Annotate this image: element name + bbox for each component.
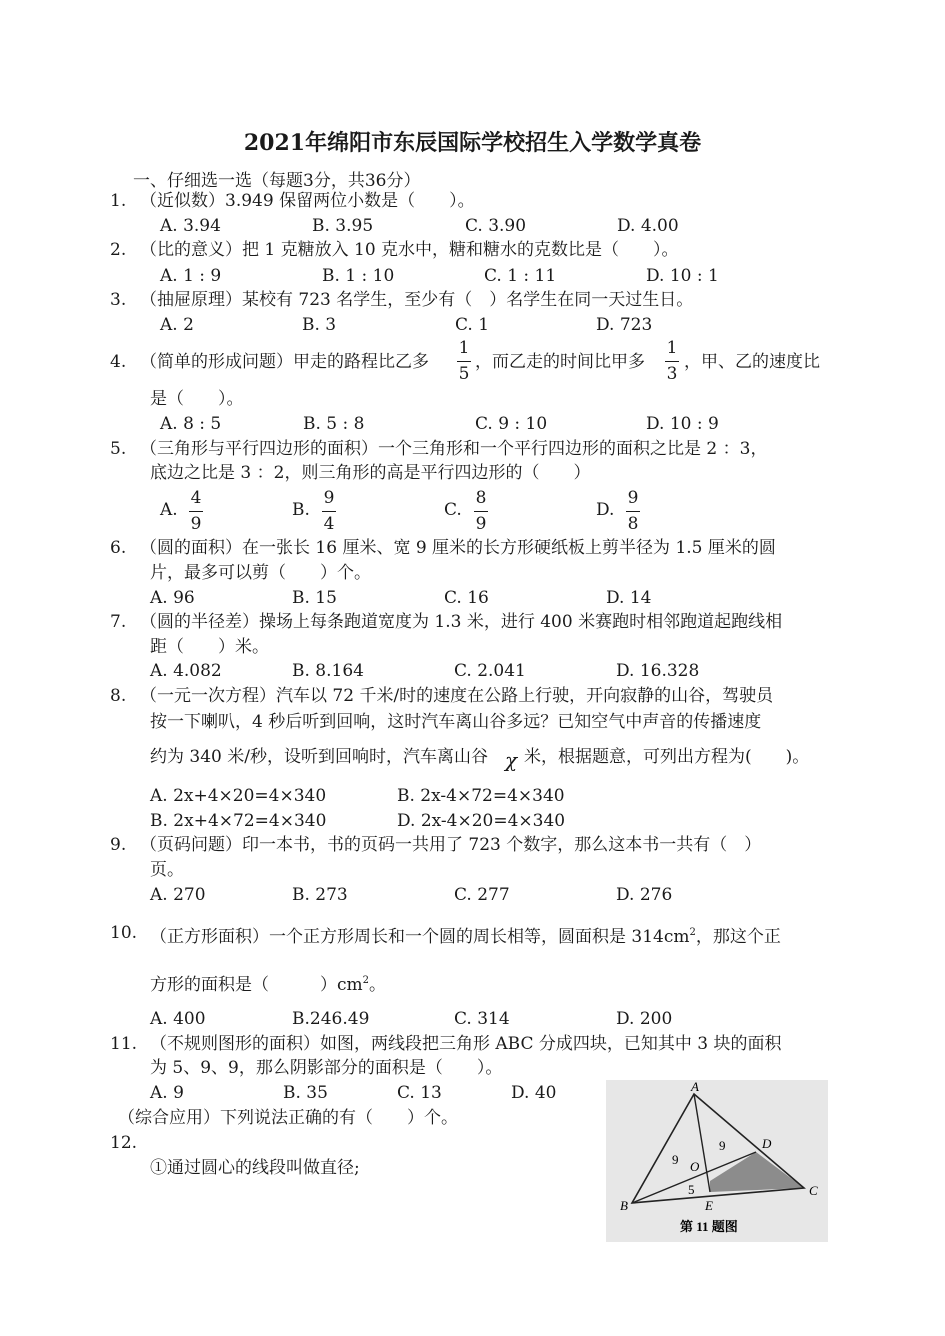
q4-option-c: C. 9 : 10	[475, 414, 548, 434]
denominator: 8	[627, 514, 639, 534]
q4-text-b: ，而乙走的时间比甲多	[475, 352, 645, 372]
q2-option-d: D. 10 : 1	[646, 266, 719, 286]
segment-ae	[694, 1094, 710, 1192]
numerator: 9	[323, 488, 335, 508]
q8-line3-b: 米，根据题意，可列出方程为( )。	[524, 747, 810, 767]
q11-option-a: A. 9	[150, 1083, 184, 1103]
q10-line2-text: 方形的面积是（ ）cm	[150, 975, 363, 995]
q6-line1: （圆的面积）在一张长 16 厘米、宽 9 厘米的长方形硬纸板上剪半径为 1.5 厘米的圆	[140, 538, 776, 558]
denominator: 4	[323, 514, 335, 534]
q4-option-a: A. 8 : 5	[160, 414, 222, 434]
q5-option-b-fraction	[322, 488, 336, 534]
label-o: O	[690, 1159, 700, 1174]
q11-option-d: D. 40	[511, 1083, 557, 1103]
q11-option-c: C. 13	[397, 1083, 442, 1103]
q11-figure	[606, 1080, 828, 1242]
area-left: 9	[672, 1152, 679, 1167]
q9-option-a: A. 270	[150, 885, 206, 905]
numerator: 8	[475, 488, 487, 508]
q8-line1: （一元一次方程）汽车以 72 千米/时的速度在公路上行驶，开向寂静的山谷，驾驶员	[140, 686, 774, 706]
q5-line2: 底边之比是 3 ：2，则三角形的高是平行四边形的（ ）	[150, 463, 591, 483]
q10-option-b: B.246.49	[292, 1009, 370, 1029]
q2-option-a: A. 1 : 9	[160, 266, 222, 286]
q6-line2: 片，最多可以剪（ ）个。	[150, 563, 371, 583]
q6-option-a: A. 96	[150, 588, 195, 608]
q10-line1-text: （正方形面积）一个正方形周长和一个圆的周长相等，圆面积是 314cm	[150, 927, 690, 947]
fraction-bar	[322, 511, 336, 512]
q9-line1: （页码问题）印一本书，书的页码一共用了 723 个数字，那么这本书一共有（ ）	[140, 835, 762, 855]
q9-number: 9.	[110, 835, 127, 855]
page-title: 2021年绵阳市东辰国际学校招生入学数学真卷	[243, 130, 702, 156]
q10-number: 10.	[110, 923, 138, 943]
section-heading: 一、仔细选一选（每题3分，共36分）	[133, 171, 421, 191]
q6-option-c: C. 16	[444, 588, 489, 608]
fraction-bar	[626, 511, 640, 512]
q9-option-b: B. 273	[292, 885, 348, 905]
q4-fraction-2-denominator: 3	[666, 364, 678, 384]
q4-fraction-1-denominator: 5	[458, 364, 470, 384]
label-a: A	[691, 1080, 699, 1094]
q8-option-a: A. 2x+4×20=4×340	[150, 786, 327, 806]
q12-line1: （综合应用）下列说法正确的有（ ）个。	[118, 1108, 458, 1128]
q7-option-a: A. 4.082	[150, 661, 222, 681]
q4-text-c: ，甲、乙的速度比	[684, 352, 820, 372]
q2-number: 2.	[110, 240, 127, 260]
q11-option-b: B. 35	[283, 1083, 328, 1103]
q7-option-c: C. 2.041	[454, 661, 526, 681]
q1-option-b: B. 3.95	[312, 216, 374, 236]
q10-line1-tail: ，那这个正	[695, 927, 781, 947]
q5-option-d-fraction	[626, 488, 640, 534]
q12-number: 12.	[110, 1133, 138, 1153]
q3-text: （抽屉原理）某校有 723 名学生，至少有（ ）名学生在同一天过生日。	[140, 290, 694, 310]
q5-line1: （三角形与平行四边形的面积）一个三角形和一个平行四边形的面积之比是 2 ：3，	[140, 439, 768, 459]
label-e: E	[705, 1198, 713, 1213]
q5-option-a-label: A.	[160, 500, 178, 520]
q7-option-b: B. 8.164	[292, 661, 364, 681]
q4-line2: 是（ ）。	[150, 389, 244, 409]
denominator: 9	[475, 514, 487, 534]
fraction-bar	[457, 361, 471, 362]
q1-option-c: C. 3.90	[465, 216, 527, 236]
q8-number: 8.	[110, 686, 127, 706]
q4-text-a: （简单的形成问题）甲走的路程比乙多	[140, 352, 429, 372]
q4-fraction-1	[457, 338, 471, 384]
q4-option-b: B. 5 : 8	[303, 414, 365, 434]
q2-option-b: B. 1 : 10	[322, 266, 395, 286]
q9-option-c: C. 277	[454, 885, 510, 905]
q9-option-d: D. 276	[616, 885, 673, 905]
q10-option-d: D. 200	[616, 1009, 673, 1029]
numerator: 9	[627, 488, 639, 508]
q3-option-d: D. 723	[596, 315, 653, 335]
q11-line1: （不规则图形的面积）如图，两线段把三角形 ABC 分成四块，已知其中 3 块的面积	[150, 1034, 782, 1054]
q11-line2: 为 5、9、9，那么阴影部分的面积是（ ）。	[150, 1058, 503, 1078]
q3-option-b: B. 3	[302, 315, 337, 335]
fraction-bar	[665, 361, 679, 362]
q1-text: （近似数）3.949 保留两位小数是（ ）。	[140, 191, 475, 211]
q7-option-d: D. 16.328	[616, 661, 700, 681]
q8-option-c: B. 2x+4×72=4×340	[150, 811, 327, 831]
q5-option-c-label: C.	[444, 500, 462, 520]
q7-line2: 距（ ）米。	[150, 637, 269, 657]
q3-option-a: A. 2	[160, 315, 194, 335]
q8-line2: 按一下喇叭，4 秒后听到回响，这时汽车离山谷多远？已知空气中声音的传播速度	[150, 712, 762, 732]
fraction-bar	[474, 511, 488, 512]
q8-option-b: B. 2x-4×72=4×340	[397, 786, 565, 806]
area-top: 9	[719, 1138, 726, 1153]
q4-fraction-2	[665, 338, 679, 384]
q5-option-a-fraction	[189, 488, 203, 534]
q10-superscript-2: 2	[362, 975, 370, 986]
label-b: B	[620, 1198, 628, 1213]
q10-line2	[150, 970, 386, 996]
q1-option-d: D. 4.00	[617, 216, 679, 236]
area-bottom: 5	[688, 1182, 695, 1197]
q5-option-d-label: D.	[596, 500, 615, 520]
q1-number: 1.	[110, 191, 127, 211]
q6-number: 6.	[110, 538, 127, 558]
denominator: 9	[190, 514, 202, 534]
q10-option-c: C. 314	[454, 1009, 510, 1029]
q10-option-a: A. 400	[150, 1009, 206, 1029]
q8-variable: χ	[505, 748, 518, 772]
q4-number: 4.	[110, 352, 127, 372]
q10-line2-tail: 。	[369, 975, 387, 995]
q10-superscript: 2	[689, 927, 696, 938]
q4-option-d: D. 10 : 9	[646, 414, 719, 434]
q5-option-c-fraction	[474, 488, 488, 534]
q2-text: （比的意义）把 1 克糖放入 10 克水中，糖和糖水的克数比是（ ）。	[140, 240, 679, 260]
q9-line2: 页。	[150, 860, 184, 880]
numerator: 4	[190, 488, 202, 508]
q1-option-a: A. 3.94	[160, 216, 221, 236]
triangle-diagram	[606, 1080, 828, 1242]
q10-line1	[150, 922, 781, 948]
q6-option-b: B. 15	[292, 588, 337, 608]
q4-fraction-2-numerator: 1	[666, 338, 678, 358]
q7-line1: （圆的半径差）操场上每条跑道宽度为 1.3 米，进行 400 米赛跑时相邻跑道起跑线相	[140, 612, 783, 632]
q4-fraction-1-numerator: 1	[458, 338, 470, 358]
label-c: C	[809, 1183, 818, 1198]
q12-item-1: ①通过圆心的线段叫做直径;	[150, 1158, 360, 1178]
q5-option-b-label: B.	[292, 500, 310, 520]
q6-option-d: D. 14	[606, 588, 652, 608]
q2-option-c: C. 1 : 11	[484, 266, 557, 286]
q7-number: 7.	[110, 612, 127, 632]
shaded-region	[710, 1152, 804, 1192]
figure-caption: 第 11 题图	[680, 1219, 738, 1234]
q8-option-d: D. 2x-4×20=4×340	[397, 811, 566, 831]
q3-option-c: C. 1	[455, 315, 490, 335]
fraction-bar	[189, 511, 203, 512]
q3-number: 3.	[110, 290, 127, 310]
q5-number: 5.	[110, 439, 127, 459]
q8-line3-a: 约为 340 米/秒，设听到回响时，汽车离山谷	[150, 747, 488, 767]
label-d: D	[762, 1136, 772, 1151]
q11-number: 11.	[110, 1034, 138, 1054]
